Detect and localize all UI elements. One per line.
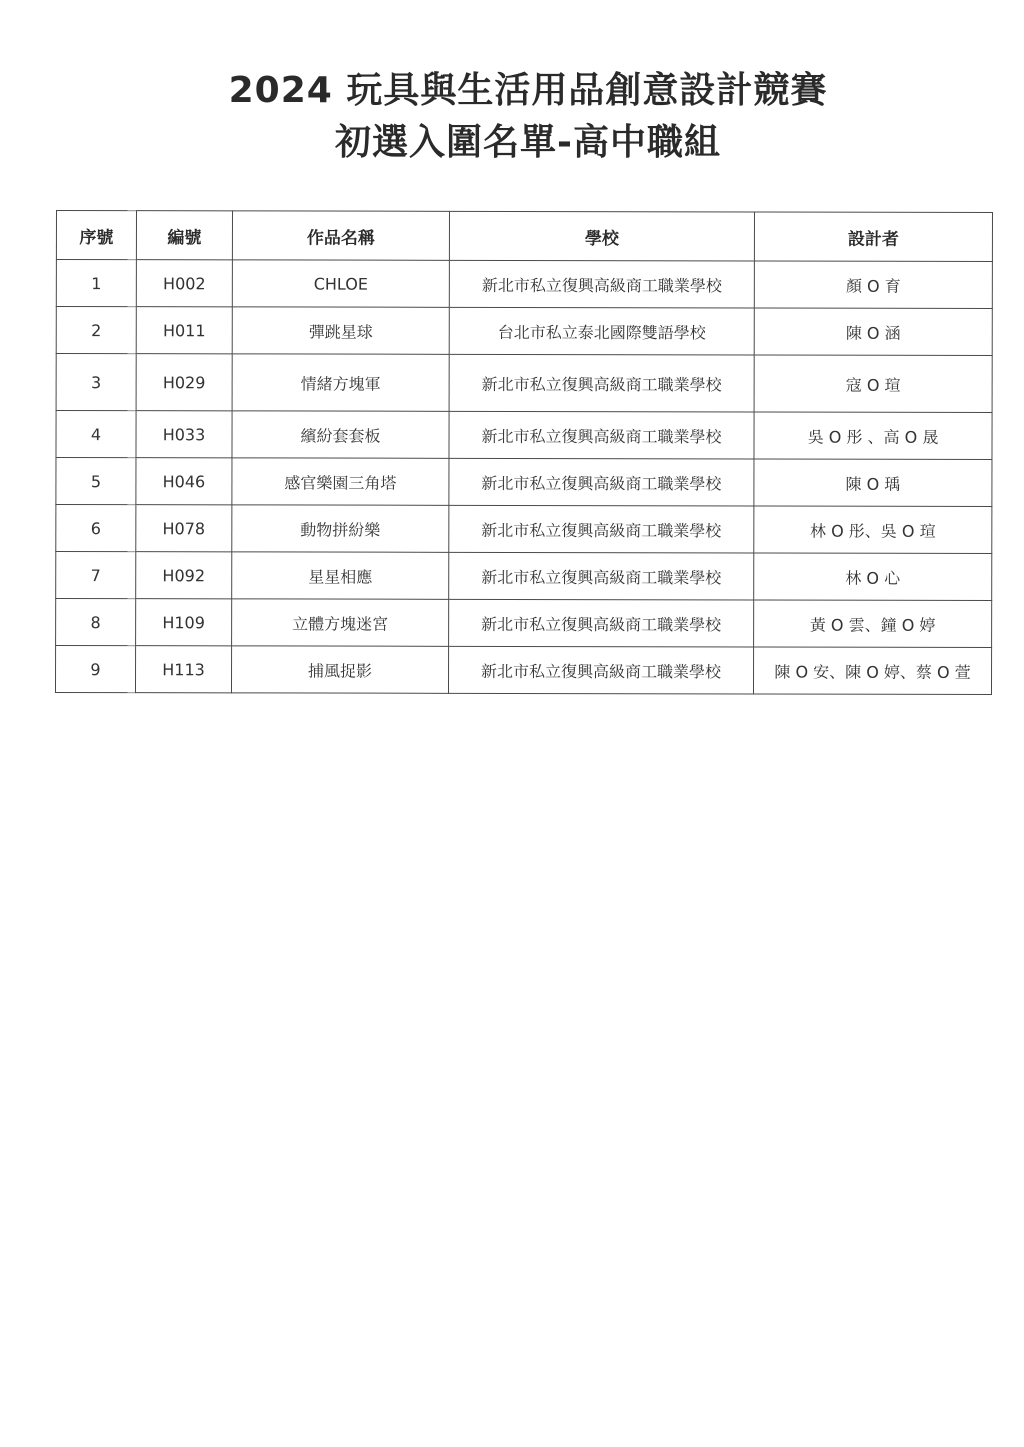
- table-header-row: [56, 211, 992, 262]
- cell-school: 新北市私立復興高級商工職業學校: [449, 354, 754, 412]
- table-row: [56, 505, 992, 554]
- cell-designer: 吳 O 彤 、高 O 晟: [754, 412, 992, 459]
- cell-school: 新北市私立復興高級商工職業學校: [448, 646, 753, 694]
- cell-code: H033: [136, 411, 232, 458]
- cell-code: H011: [136, 307, 232, 354]
- finalist-table: [55, 210, 993, 695]
- cell-seq: 1: [56, 260, 136, 307]
- cell-designer: 陳 O 涵: [754, 308, 992, 355]
- finalist-table-container: [56, 210, 992, 693]
- cell-name: 捕風捉影: [231, 646, 448, 693]
- cell-school: 新北市私立復興高級商工職業學校: [449, 411, 754, 459]
- cell-code: H029: [136, 354, 232, 411]
- table-row: [55, 646, 991, 695]
- header-school: 學校: [449, 211, 754, 261]
- cell-seq: 3: [56, 354, 136, 411]
- cell-designer: 陳 O 瑀: [754, 459, 992, 506]
- cell-name: CHLOE: [232, 260, 449, 307]
- cell-name: 立體方塊迷宮: [232, 599, 449, 646]
- table-row: [56, 307, 992, 356]
- cell-designer: 黃 O 雲、鐘 O 婷: [754, 600, 992, 647]
- cell-code: H092: [136, 552, 232, 599]
- cell-name: 情緒方塊軍: [232, 354, 449, 411]
- cell-school: 台北市私立泰北國際雙語學校: [449, 307, 754, 355]
- cell-designer: 林 O 心: [754, 553, 992, 600]
- table-row: [56, 599, 992, 648]
- cell-name: 感官樂園三角塔: [232, 458, 449, 505]
- header-seq: 序號: [56, 211, 136, 260]
- cell-code: H109: [136, 599, 232, 646]
- cell-school: 新北市私立復興高級商工職業學校: [449, 505, 754, 553]
- header-code: 編號: [136, 211, 232, 260]
- cell-name: 繽紛套套板: [232, 411, 449, 458]
- cell-seq: 2: [56, 307, 136, 354]
- cell-name: 星星相應: [232, 552, 449, 599]
- cell-designer: 寇 O 瑄: [754, 355, 992, 412]
- table-row: [56, 552, 992, 601]
- header-designer: 設計者: [754, 212, 992, 261]
- cell-school: 新北市私立復興高級商工職業學校: [449, 260, 754, 308]
- table-row: [56, 260, 992, 309]
- cell-code: H002: [136, 260, 232, 307]
- cell-code: H113: [135, 646, 231, 693]
- cell-seq: 5: [56, 458, 136, 505]
- table-row: [56, 354, 992, 413]
- cell-code: H046: [136, 458, 232, 505]
- cell-school: 新北市私立復興高級商工職業學校: [449, 458, 754, 506]
- page-title: 2024 玩具與生活用品創意設計競賽: [228, 70, 828, 111]
- header-name: 作品名稱: [232, 211, 449, 260]
- cell-designer: 顏 O 育: [754, 261, 992, 308]
- cell-seq: 7: [56, 552, 136, 599]
- cell-name: 彈跳星球: [232, 307, 449, 354]
- cell-designer: 陳 O 安、陳 O 婷、蔡 O 萱: [753, 647, 991, 694]
- page-subtitle: 初選入圍名單-高中職組: [335, 122, 721, 163]
- cell-name: 動物拼紛樂: [232, 505, 449, 552]
- cell-code: H078: [136, 505, 232, 552]
- cell-seq: 8: [56, 599, 136, 646]
- table-row: [56, 458, 992, 507]
- table-row: [56, 411, 992, 460]
- cell-school: 新北市私立復興高級商工職業學校: [449, 599, 754, 647]
- cell-seq: 4: [56, 411, 136, 458]
- cell-seq: 6: [56, 505, 136, 552]
- cell-school: 新北市私立復興高級商工職業學校: [449, 552, 754, 600]
- cell-seq: 9: [55, 646, 135, 693]
- cell-designer: 林 O 彤、吳 O 瑄: [754, 506, 992, 553]
